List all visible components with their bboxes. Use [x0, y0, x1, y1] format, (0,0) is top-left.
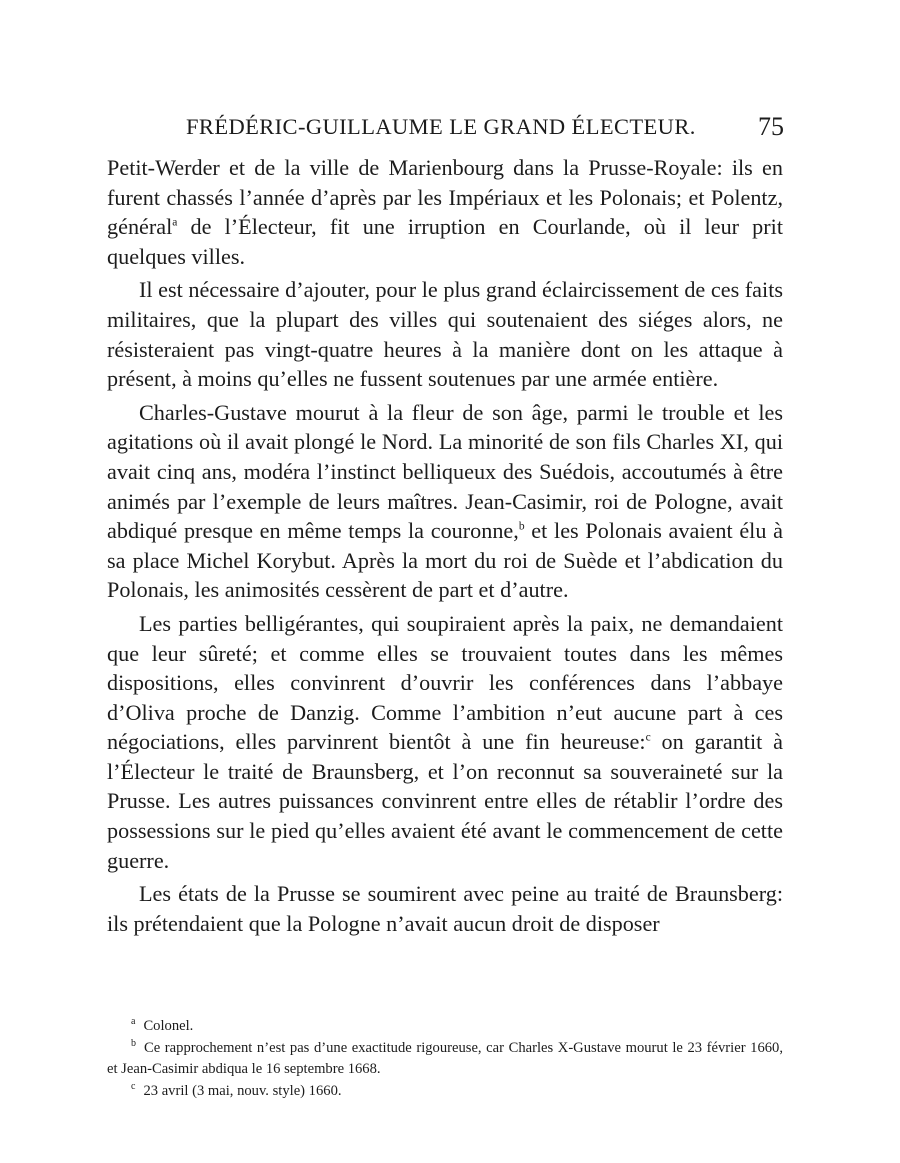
footnote-ref-a: a [172, 216, 178, 229]
body-text [107, 153, 783, 942]
page-number: 75 [758, 112, 784, 141]
running-title: FRÉDÉRIC-GUILLAUME LE GRAND ÉLECTEUR. [186, 114, 696, 139]
paragraph-1 [107, 153, 783, 271]
footnote-text: Ce rapprochement n’est pas d’une exactitude rigoureuse, car Charles X-Gustave mourut le 23 février 1660, et Jean-Casimir abdiqua le 16 septembre 1668. [107, 1039, 783, 1077]
paragraph-text: Les parties belligérantes, qui soupiraient après la paix, ne demandaient que leur sûreté; et comme elles se trouvaient toutes dans les mêmes dispositions, elles convinrent d’ouvrir les conférences dans l’abbaye d’Oliva proche de Danzig. Comme l’ambition n’eut aucune part à ces négociations, elles parvinrent bientôt à une fin heureuse: [107, 610, 783, 755]
footnote-text: Colonel. [143, 1018, 194, 1034]
paragraph-5 [107, 879, 783, 938]
footnote-a [107, 1016, 783, 1038]
footnote-b [107, 1038, 783, 1081]
paragraph-text: et les Polonais avaient élu à sa place Michel Korybut. Après la mort du roi de Suède et l’abdication du Polonais, les animosités cessèrent de part et d’autre. [107, 518, 784, 603]
paragraph-text: Les états de la Prusse se soumirent avec peine au traité de Braunsberg: ils prétendaient que la Pologne n’avait aucun droit de disposer [107, 881, 783, 936]
paragraph-3 [107, 398, 783, 605]
footnote-mark: c [131, 1080, 136, 1092]
paragraph-text: Charles-Gustave mourut à la fleur de son âge, parmi le trouble et les agitations où il avait plongé le Nord. La minorité de son fils Charles XI, qui avait cinq ans, modéra l’instinct belliqueux des Suédois, accoutumés à être animés par l’exemple de leurs maîtres. Jean-Casimir, roi de Pologne, avait abdiqué presque en même temps la couronne, [107, 399, 783, 544]
paragraph-text: on garantit à l’Électeur le traité de Braunsberg, et l’on reconnut sa souveraineté sur la Prusse. Les autres puissances convinrent entre elles de rétablir l’ordre des possessions sur le pied qu’elles avaient été avant le commencement de cette guerre. [107, 729, 783, 873]
paragraph-4 [107, 609, 783, 875]
footnotes [107, 1016, 783, 1102]
footnote-ref-c: c [645, 731, 651, 744]
footnote-mark: a [131, 1016, 136, 1028]
paragraph-2 [107, 275, 783, 393]
paragraph-text: de l’Électeur, fit une irruption en Courlande, où il leur prit quelques villes. [107, 214, 783, 269]
footnote-c [107, 1081, 783, 1103]
running-head [134, 112, 784, 144]
footnote-text: 23 avril (3 mai, nouv. style) 1660. [143, 1082, 342, 1099]
footnote-ref-b: b [518, 520, 525, 533]
paragraph-text: Il est nécessaire d’ajouter, pour le plus grand éclaircissement de ces faits militaires, que la plupart des villes qui soutenaient des siéges alors, ne résisteraient pas vingt-quatre heures à la manière dont on les attaque à présent, à moins qu’elles ne fussent soutenues par une armée entière. [107, 277, 783, 392]
paragraph-text: Petit-Werder et de la ville de Marienbourg dans la Prusse-Royale: ils en furent chassés l’année d’après par les Impériaux et les Polonais; et Polentz, général [107, 155, 783, 240]
footnote-mark: b [131, 1037, 136, 1049]
